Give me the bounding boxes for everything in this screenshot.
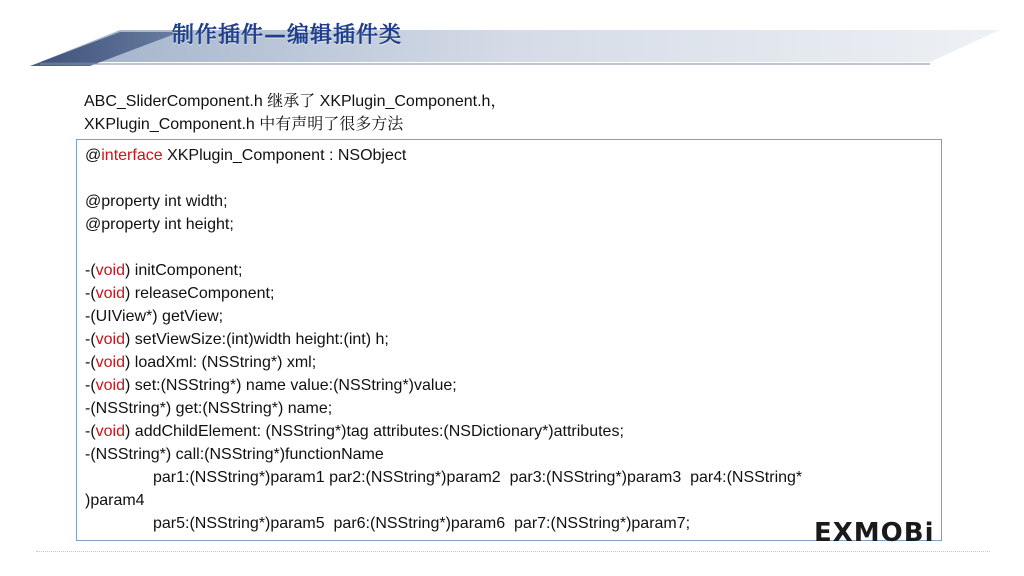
code-line-property-height: @property int height;	[85, 216, 234, 233]
intro-line-1: ABC_SliderComponent.h 继承了 XKPlugin_Component.h，	[84, 93, 507, 110]
code-block	[76, 139, 942, 541]
page-title: 制作插件—编辑插件类	[172, 23, 403, 48]
code-line-call-params-1: par1:(NSString*)param1 par2:(NSString*)param2 par3:(NSString*)param3 par4:(NSString*	[153, 469, 803, 486]
method-signature: ) releaseComponent;	[125, 285, 275, 302]
code-line-interface	[85, 144, 941, 167]
keyword-void: void	[95, 262, 126, 279]
code-line-set: -(void) set:(NSString*) name value:(NSString*)value;	[85, 377, 457, 394]
keyword-void: void	[95, 331, 126, 348]
intro-text	[84, 90, 506, 136]
footer-divider	[36, 551, 990, 552]
code-line-call-params-wrap: )param4	[85, 492, 145, 509]
keyword-void: void	[95, 354, 126, 371]
header-banner	[0, 0, 1024, 80]
code-blank-line	[85, 236, 941, 259]
exmobi-logo: EXMOBi	[814, 518, 935, 548]
method-signature: ) loadXml: (NSString*) xml;	[125, 354, 317, 371]
code-line-call-params-2: par5:(NSString*)param5 par6:(NSString*)param6 par7:(NSString*)param7;	[153, 515, 691, 532]
method-signature: ) addChildElement: (NSString*)tag attributes:(NSDictionary*)attributes;	[125, 423, 624, 440]
code-line-call: -(NSString*) call:(NSString*)functionName	[85, 446, 384, 463]
code-line-release-component: -(void) releaseComponent;	[85, 285, 275, 302]
code-line-init-component: -(void) initComponent;	[85, 262, 243, 279]
intro-line-2: XKPlugin_Component.h 中有声明了很多方法	[84, 116, 404, 133]
keyword-void: void	[95, 285, 126, 302]
method-signature: ) setViewSize:(int)width height:(int) h;	[125, 331, 389, 348]
keyword-void: void	[95, 377, 126, 394]
at-sign: @	[85, 147, 102, 164]
keyword-void: void	[95, 423, 126, 440]
method-signature: ) initComponent;	[125, 262, 243, 279]
method-signature: ) set:(NSString*) name value:(NSString*)value;	[125, 377, 457, 394]
code-line-load-xml: -(void) loadXml: (NSString*) xml;	[85, 354, 317, 371]
code-line-set-view-size: -(void) setViewSize:(int)width height:(int) h;	[85, 331, 389, 348]
code-line-add-child-element: -(void) addChildElement: (NSString*)tag attributes:(NSDictionary*)attributes;	[85, 423, 624, 440]
interface-declaration: XKPlugin_Component : NSObject	[162, 147, 407, 164]
code-line-get: -(NSString*) get:(NSString*) name;	[85, 400, 333, 417]
keyword-interface: interface	[101, 147, 163, 164]
code-blank-line	[85, 167, 941, 190]
code-line-property-width: @property int width;	[85, 193, 228, 210]
code-line-get-view: -(UIView*) getView;	[85, 308, 224, 325]
